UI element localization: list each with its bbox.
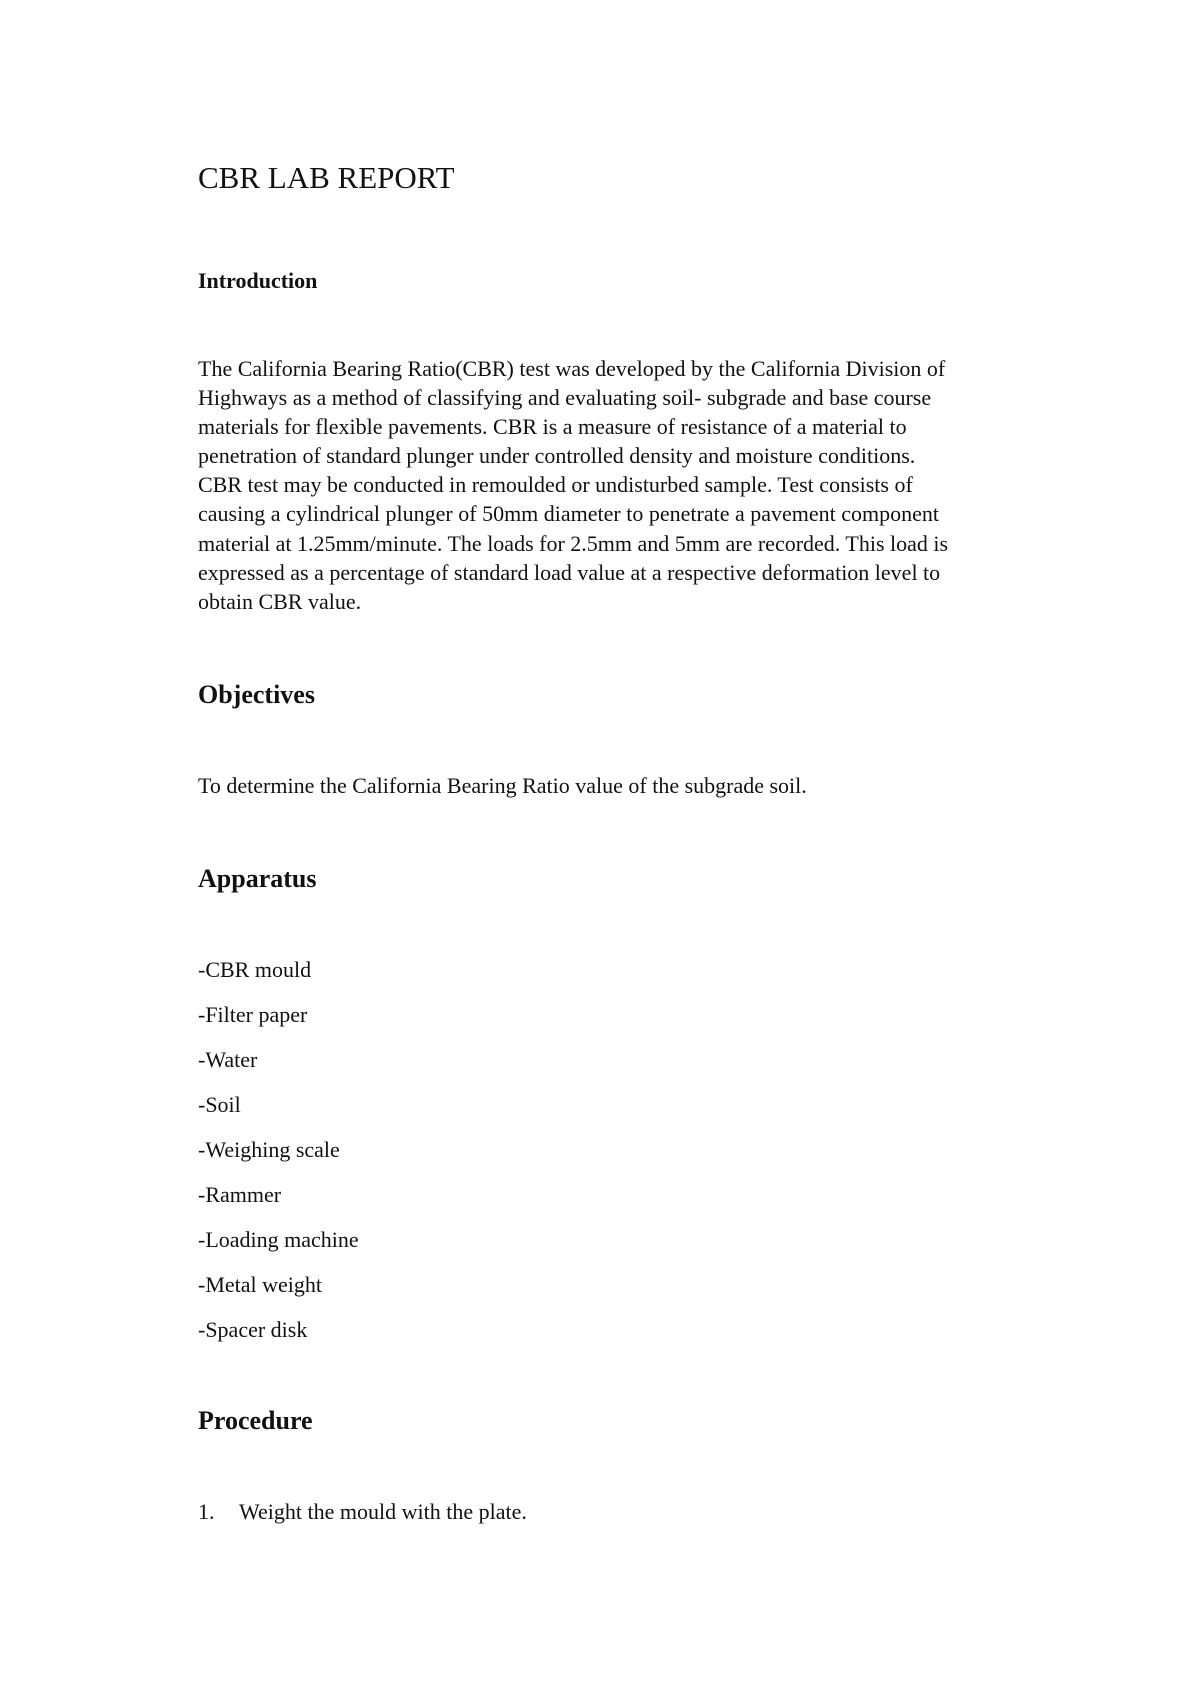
introduction-paragraph <box>198 354 1008 616</box>
introduction-line: obtain CBR value. <box>198 588 362 614</box>
introduction-line: penetration of standard plunger under controlled density and moisture conditions. <box>198 443 916 469</box>
objective-text: To determine the California Bearing Ratio value of the subgrade soil. <box>198 773 807 798</box>
apparatus-item: -Weighing scale <box>198 1137 340 1162</box>
introduction-line: Highways as a method of classifying and evaluating soil- subgrade and base course <box>198 385 932 411</box>
apparatus-item: -CBR mould <box>198 957 312 982</box>
apparatus-item: -Metal weight <box>198 1272 323 1297</box>
apparatus-item: -Soil <box>198 1092 241 1117</box>
introduction-line: expressed as a percentage of standard load value at a respective deformation level to <box>198 559 941 585</box>
objectives-heading: Objectives <box>198 680 315 709</box>
procedure-heading: Procedure <box>198 1406 313 1435</box>
apparatus-item: -Water <box>198 1047 258 1072</box>
apparatus-item: -Spacer disk <box>198 1317 308 1342</box>
apparatus-heading: Apparatus <box>198 864 317 893</box>
introduction-line: The California Bearing Ratio(CBR) test was developed by the California Division of <box>198 356 946 381</box>
apparatus-item: -Loading machine <box>198 1227 359 1252</box>
procedure-list <box>198 1497 527 1527</box>
introduction-line: CBR test may be conducted in remoulded or undisturbed sample. Test consists of <box>198 472 913 498</box>
introduction-line: materials for flexible pavements. CBR is a measure of resistance of a material to <box>198 414 907 440</box>
introduction-line: causing a cylindrical plunger of 50mm diameter to penetrate a pavement component <box>198 501 940 527</box>
procedure-step <box>198 1497 527 1527</box>
apparatus-item: -Filter paper <box>198 1002 308 1027</box>
procedure-step-text: Weight the mould with the plate. <box>239 1499 527 1524</box>
apparatus-list <box>198 955 359 1360</box>
introduction-heading: Introduction <box>198 268 318 293</box>
introduction-line: material at 1.25mm/minute. The loads for 2.5mm and 5mm are recorded. This load is <box>198 530 949 556</box>
apparatus-item: -Rammer <box>198 1182 282 1207</box>
document-title: CBR LAB REPORT <box>198 160 455 195</box>
procedure-step-number: 1. <box>198 1499 215 1524</box>
